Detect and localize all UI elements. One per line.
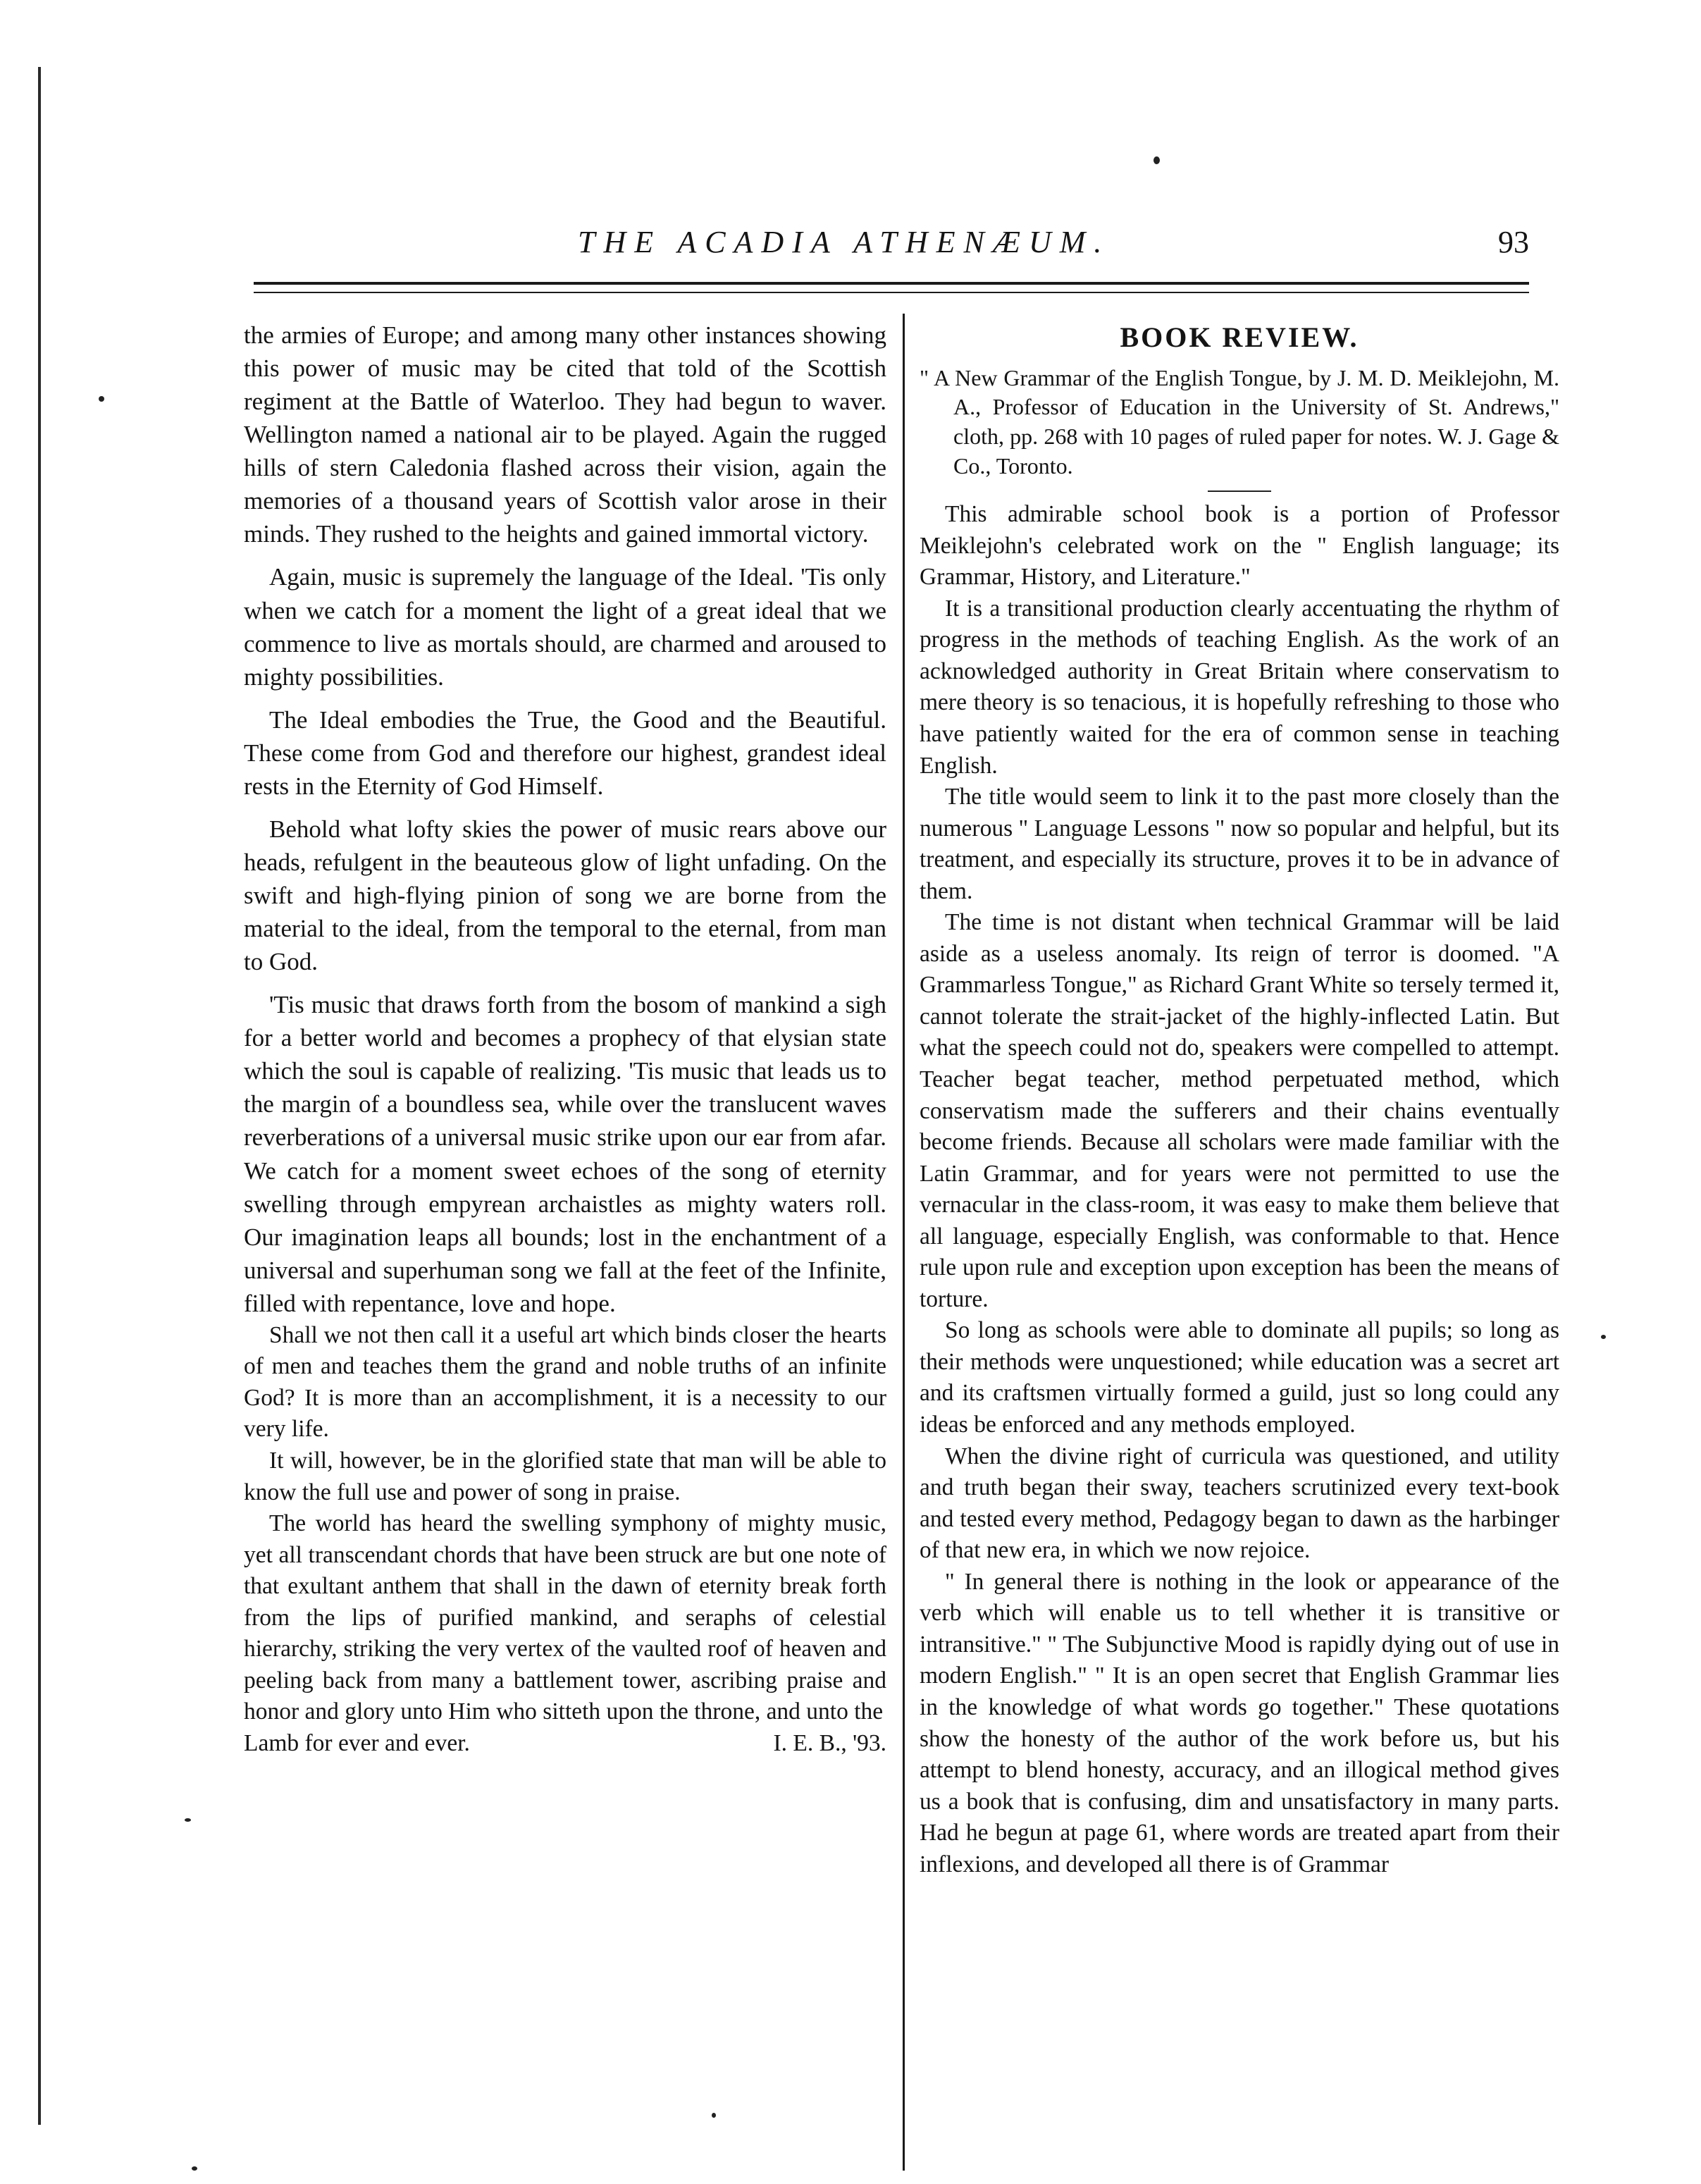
section-heading: BOOK REVIEW. (1120, 321, 1359, 353)
left-paragraph-4: Behold what lofty skies the power of music rears above our heads, refulgent in the beauteous glow of light unfading. On the swift and high-flying pinion of song we are borne from the material to the ideal, from the temporal to the eternal, from man to God. (244, 815, 886, 976)
running-title: THE ACADIA ATHENÆUM. (578, 225, 1111, 259)
left-column (244, 319, 886, 1759)
binding-shadow-line (38, 67, 41, 2125)
citation-rule (1208, 491, 1271, 492)
book-citation: " A New Grammar of the English Tongue, by J. M. D. Meiklejohn, M. A., Professor of Education in the University of St. Andrews," cloth, pp. 268 with 10 pages of ruled paper for notes. W. J. Gage & Co., Toronto. (920, 364, 1559, 479)
header-rule-thick (254, 282, 1529, 285)
ink-speck (99, 396, 104, 402)
right-paragraph-2: It is a transitional production clearly accentuating the rhythm of progress in the methods of teaching English. As the work of an acknowledged authority in Great Britain where conservatism to mere theory is so tenacious, it is hopefully refreshing to those who have patiently waited for the era of common sense in teaching English. (920, 595, 1559, 779)
left-paragraph-1: the armies of Europe; and among many other instances showing this power of music may be cited that told of the Scottish regiment at the Battle of Waterloo. They had begun to waver. Wellington named a national air to be played. Again the rugged hills of stern Caledonia flashed across their vision, again the memories of a thousand years of Scottish valor arose in their minds. They rushed to the heights and gained immortal victory. (244, 321, 886, 548)
ink-speck (1153, 156, 1160, 164)
left-paragraph-6: Shall we not then call it a useful art which binds closer the hearts of men and teaches them the grand and noble truths of an infinite God? It is more than an accomplishment, it is a necessity to our very life. (244, 1321, 886, 1443)
ink-speck (712, 2113, 716, 2118)
right-paragraph-3: The title would seem to link it to the past more closely than the numerous " Language Lessons " now so popular and helpful, but its treatment, and especially its structure, proves it to be in advance of them. (920, 784, 1559, 904)
left-paragraph-2: Again, music is supremely the language of the Ideal. 'Tis only when we catch for a moment the light of a great ideal that we commence to live as mortals should, are charmed and aroused to mighty possibilities. (244, 563, 886, 691)
left-paragraph-7: It will, however, be in the glorified state that man will be able to know the full use and power of song in praise. (244, 1448, 886, 1505)
closing-signature-line (244, 1728, 886, 1760)
ink-speck (1601, 1335, 1606, 1339)
right-column (920, 319, 1559, 1880)
author-signature: I. E. B., '93. (773, 1729, 886, 1756)
header-rule-thin (254, 292, 1529, 293)
right-paragraph-1: This admirable school book is a portion of Professor Meiklejohn's celebrated work on the " English language; its Grammar, History, and Literature." (920, 501, 1559, 591)
page-number: 93 (1498, 225, 1529, 259)
right-paragraph-7: " In general there is nothing in the look or appearance of the verb which will enable us to tell whether it is transitive or intransitive." " The Subjunctive Mood is rapidly dying out of use in modern English." " It is an open secret that English Grammar lies in the knowledge of what words go together." These quotations show the honesty of the author of the work before us, but his attempt to blend honesty, accuracy, and an illogical method gives us a book that is confusing, dim and unsatisfactory in many parts. Had he begun at page 61, where words are treated apart from their inflexions, and developed all there is of Grammar (920, 1568, 1559, 1877)
column-divider (903, 314, 905, 2171)
left-paragraph-5: 'Tis music that draws forth from the bosom of mankind a sigh for a better world and becomes a prophecy of that elysian state which the soul is capable of realizing. 'Tis music that leads us to the margin of a boundless sea, while over the translucent waves reverberations of a universal music strike upon our ear from afar. We catch for a moment sweet echoes of the song of eternity swelling through empyrean archaistles as mighty waters roll. Our imagination leaps all bounds; lost in the enchantment of a universal and superhuman song we fall at the feet of the Infinite, filled with repentance, love and hope. (244, 991, 886, 1317)
ink-speck (185, 1818, 191, 1822)
right-paragraph-5: So long as schools were able to dominate all pupils; so long as their methods were unquestioned; while education was a secret art and its craftsmen virtually formed a guild, just so long could any ideas be enforced and any methods employed. (920, 1317, 1559, 1438)
right-paragraph-6: When the divine right of curricula was questioned, and utility and truth began their sway, teachers scrutinized every text-book and tested every method, Pedagogy began to dawn as the harbinger of that new era, in which we now rejoice. (920, 1443, 1559, 1564)
left-paragraph-8: The world has heard the swelling symphony of mighty music, yet all transcendant chords that have been struck are but one note of that exultant anthem that shall in the dawn of eternity break forth from the lips of purified mankind, and seraphs of celestial hierarchy, striking the very vertex of the vaulted roof of heaven and peeling back from many a battlement tower, ascribing praise and honor and glory unto Him who sitteth upon the throne, and unto the (244, 1510, 886, 1725)
left-paragraph-3: The Ideal embodies the True, the Good and the Beautiful. These come from God and therefore our highest, grandest ideal rests in the Eternity of God Himself. (244, 705, 886, 800)
running-head (254, 224, 1529, 266)
right-paragraph-4: The time is not distant when technical Grammar will be laid aside as a useless anomaly. Its reign of terror is doomed. "A Grammarless Tongue," as Richard Grant White so tersely termed it, cannot tolerate the strait-jacket of the highly-inflected Latin. But what the speech could not do, speakers were compelled to attempt. Teacher begat teacher, method perpetuated method, which conservatism made the sufferers and their chains eventually become friends. Because all scholars were made familiar with the Latin Grammar, and for years were not permitted to use the vernacular in the class-room, it was easy to make them believe that all language, especially English, was conformable to that. Hence rule upon rule and exception upon exception has been the means of torture. (920, 909, 1559, 1312)
closing-line: Lamb for ever and ever. (244, 1729, 470, 1756)
ink-speck (192, 2166, 197, 2171)
